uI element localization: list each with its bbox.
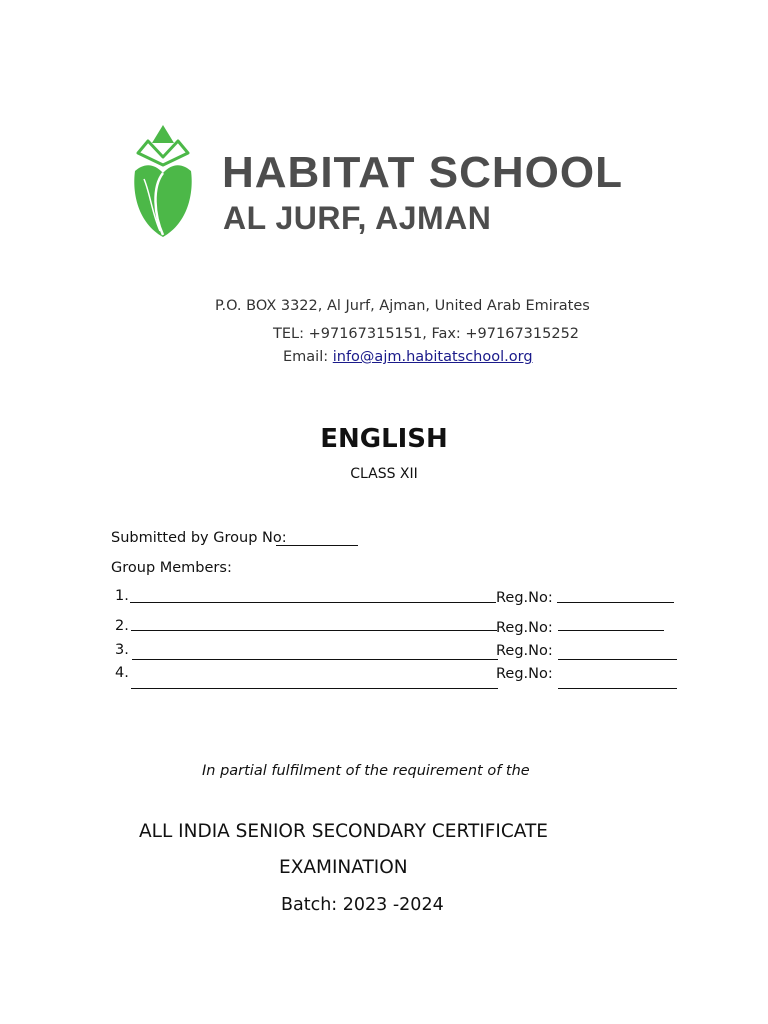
- email-link[interactable]: info@ajm.habitatschool.org: [332, 349, 533, 365]
- email-line: [283, 349, 533, 365]
- member-number: 3.: [115, 642, 129, 658]
- book-leaf-logo-icon: [130, 123, 196, 239]
- member-name-blank: [132, 659, 498, 660]
- exam-title-line1: ALL INDIA SENIOR SECONDARY CERTIFICATE: [139, 821, 548, 842]
- exam-title-line2: EXAMINATION: [279, 857, 408, 878]
- reg-no-label: Reg.No:: [496, 666, 553, 682]
- member-name-blank: [130, 602, 496, 603]
- class-label: CLASS XII: [350, 466, 418, 482]
- email-label: Email:: [283, 349, 329, 365]
- reg-no-blank: [558, 630, 664, 631]
- reg-no-label: Reg.No:: [496, 643, 553, 659]
- group-number-blank: [276, 545, 358, 546]
- batch-label: Batch: 2023 -2024: [281, 895, 444, 915]
- reg-no-label: Reg.No:: [496, 590, 553, 606]
- group-members-label: Group Members:: [111, 560, 232, 576]
- subject-title: ENGLISH: [320, 424, 448, 454]
- member-name-blank: [131, 630, 497, 631]
- school-name: HABITAT SCHOOL: [222, 148, 623, 197]
- fulfilment-text: In partial fulfilment of the requirement of the: [202, 763, 530, 779]
- reg-no-label: Reg.No:: [496, 620, 553, 636]
- member-name-blank: [131, 688, 498, 689]
- reg-no-blank: [558, 659, 677, 660]
- member-number: 2.: [115, 618, 129, 634]
- school-location: AL JURF, AJMAN: [223, 200, 492, 236]
- member-number: 4.: [115, 665, 129, 681]
- reg-no-blank: [557, 602, 674, 603]
- member-number: 1.: [115, 588, 129, 604]
- reg-no-blank: [558, 688, 677, 689]
- address: P.O. BOX 3322, Al Jurf, Ajman, United Arab Emirates: [215, 298, 590, 314]
- phone-fax: TEL: +97167315151, Fax: +97167315252: [273, 326, 580, 342]
- submitted-by-label: Submitted by Group No:: [111, 530, 287, 546]
